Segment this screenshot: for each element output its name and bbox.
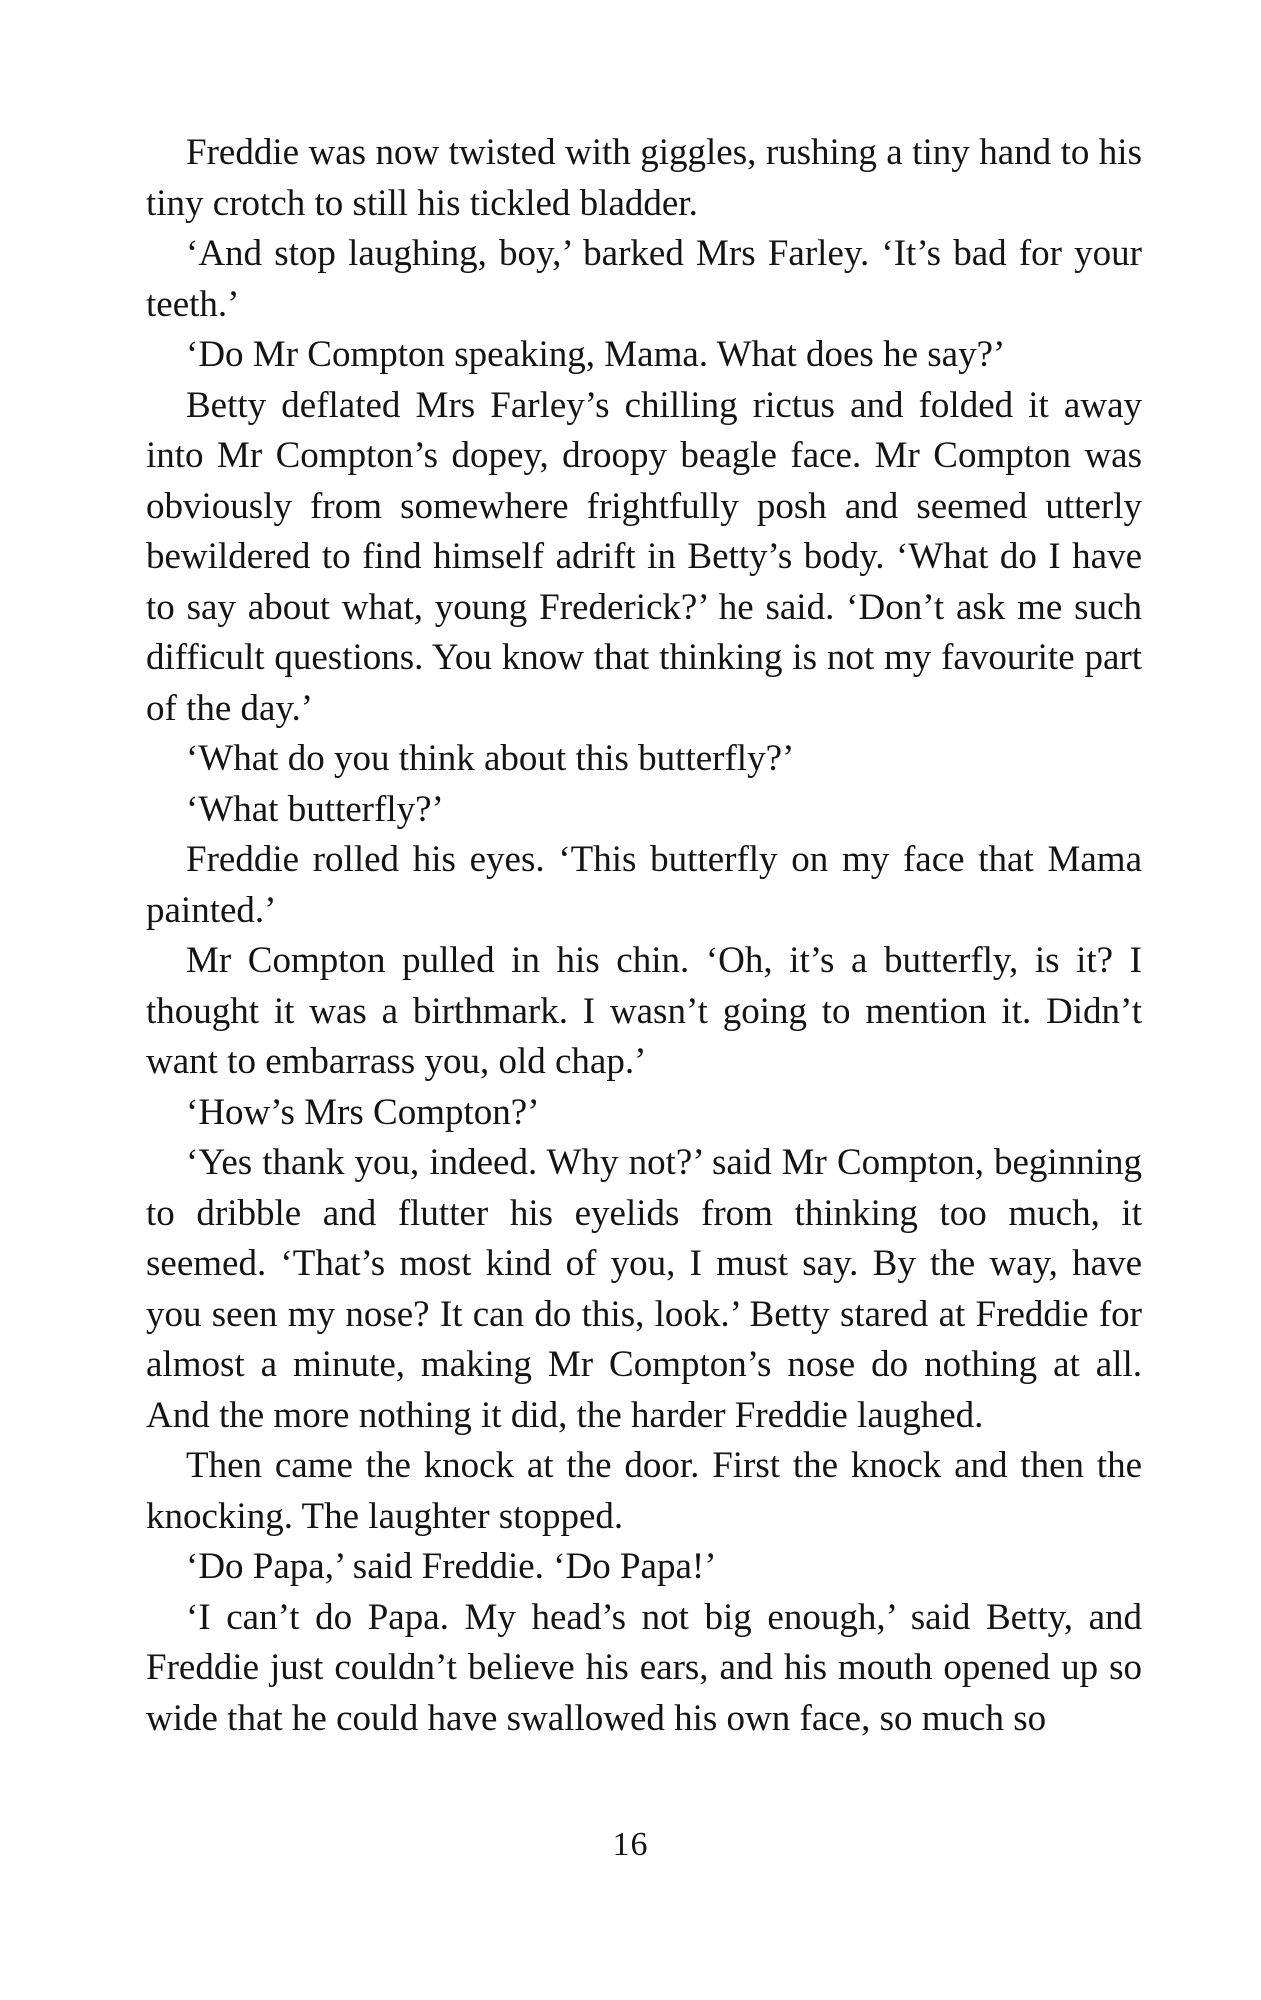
paragraph-8: Mr Compton pulled in his chin. ‘Oh, it’s a butterfly, is it? I thought it was a birthmark. I wasn’t going to mention it. Didn’t want to embarrass you, old chap.’ (146, 940, 1142, 1082)
paragraph-13: ‘I can’t do Papa. My head’s not big enough,’ said Betty, and Freddie just couldn’t believe his ears, and his mouth opened up so wide that he could have swallowed his own face, so much so (146, 1596, 1142, 1739)
paragraph-10: ‘Yes thank you, indeed. Why not?’ said Mr Compton, beginning to dribble and flutter his eyelids from thinking too much, it seemed. ‘That’s most kind of you, I must say. By the way, have you seen my nose? It can do this, look.’ Betty stared at Freddie for almost a minute, making Mr Compton’s nose do nothing at all. And the more nothing it did, the harder Freddie laughed. (146, 1142, 1142, 1436)
paragraph-12: ‘Do Papa,’ said Freddie. ‘Do Papa!’ (186, 1546, 717, 1587)
page-number: 16 (612, 1826, 649, 1863)
paragraph-5: ‘What do you think about this butterfly?’ (186, 738, 795, 779)
paragraph-6: ‘What butterfly?’ (186, 788, 444, 830)
paragraph-2: ‘And stop laughing, boy,’ barked Mrs Farley. ‘It’s bad for your teeth.’ (146, 233, 1142, 325)
paragraph-9: ‘How’s Mrs Compton?’ (186, 1091, 540, 1133)
body-text (146, 128, 1142, 1744)
paragraph-11: Then came the knock at the door. First the knock and then the knocking. The laughter stopped. (146, 1445, 1142, 1537)
paragraph-7: Freddie rolled his eyes. ‘This butterfly on my face that Mama painted.’ (146, 839, 1142, 931)
paragraph-3: ‘Do Mr Compton speaking, Mama. What does he say?’ (186, 334, 1006, 375)
paragraph-1: Freddie was now twisted with giggles, rushing a tiny hand to his tiny crotch to still his tickled bladder. (146, 132, 1142, 224)
paragraph-4: Betty deflated Mrs Farley’s chilling rictus and folded it away into Mr Compton’s dopey, droopy beagle face. Mr Compton was obviously from somewhere frightfully posh and seemed utterly bewildered to find himself adrift in Betty’s body. ‘What do I have to say about what, young Frederick?’ he said. ‘Don’t ask me such difficult questions. You know that thinking is not my favourite part of the day.’ (146, 384, 1142, 729)
